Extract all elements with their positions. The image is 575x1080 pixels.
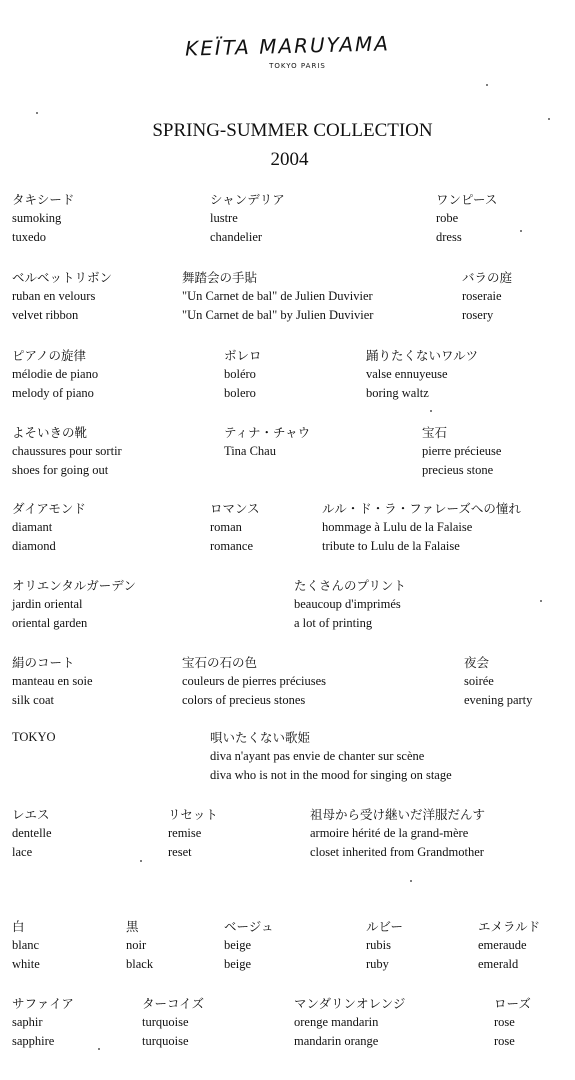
- collection-item-white: [12, 917, 40, 974]
- collection-item-beige: [224, 917, 274, 974]
- item-jp: ロマンス: [210, 501, 260, 516]
- item-jp: ルビー: [366, 919, 404, 934]
- item-jp: よそいきの靴: [12, 425, 88, 440]
- item-jp: サファイア: [12, 996, 74, 1011]
- collection-item-tuxedo: [12, 190, 74, 247]
- item-en: oriental garden: [12, 616, 88, 630]
- item-en: boring waltz: [366, 386, 429, 400]
- item-jp: マンダリンオレンジ: [294, 996, 406, 1011]
- item-en: velvet ribbon: [12, 308, 79, 322]
- collection-item-closet: [310, 805, 485, 862]
- item-fr: beige: [224, 938, 252, 952]
- item-en: black: [126, 957, 154, 971]
- collection-item-mandarin-orange: [294, 994, 405, 1051]
- collection-item-rosery: [462, 268, 512, 325]
- item-jp: ルル・ド・ラ・ファレーズへの憧れ: [322, 501, 521, 516]
- scan-speck: [520, 230, 522, 232]
- scan-speck: [430, 410, 432, 412]
- collection-item-reset: [168, 805, 218, 862]
- collection-item-shoes: [12, 423, 122, 480]
- item-jp: 黒: [126, 919, 139, 934]
- collection-item-tina-chau: [224, 423, 310, 461]
- item-en: rose: [494, 1034, 515, 1048]
- item-en: a lot of printing: [294, 616, 373, 630]
- item-en: beige: [224, 957, 252, 971]
- item-fr: pierre précieuse: [422, 444, 502, 458]
- item-jp: 夜会: [464, 655, 490, 670]
- item-jp: エメラルド: [478, 919, 541, 934]
- item-fr: Tina Chau: [224, 444, 276, 458]
- item-jp: ターコイズ: [142, 996, 205, 1011]
- item-en: dress: [436, 230, 462, 244]
- collection-item-dress: [436, 190, 497, 247]
- item-en: reset: [168, 845, 192, 859]
- collection-item-printing: [294, 576, 406, 633]
- item-jp: レエス: [12, 807, 50, 822]
- item-fr: orenge mandarin: [294, 1015, 379, 1029]
- item-fr: rose: [494, 1015, 515, 1029]
- item-fr: dentelle: [12, 826, 52, 840]
- collection-item-rose: [494, 994, 531, 1051]
- brand-cities: TOKYO PARIS: [269, 62, 326, 70]
- item-en: colors of precieus stones: [182, 693, 306, 707]
- collection-item-ruby: [366, 917, 403, 974]
- item-fr: roseraie: [462, 289, 502, 303]
- item-fr: mélodie de piano: [12, 367, 99, 381]
- item-fr: emeraude: [478, 938, 527, 952]
- collection-item-chandelier: [210, 190, 285, 247]
- item-en: "Un Carnet de bal" by Julien Duvivier: [182, 308, 374, 322]
- item-jp: シャンデリア: [210, 192, 285, 207]
- item-en: diamond: [12, 539, 56, 553]
- item-jp: 白: [12, 919, 25, 934]
- collection-item-lace: [12, 805, 52, 862]
- item-en: sapphire: [12, 1034, 55, 1048]
- item-jp: ベルベットリボン: [12, 270, 113, 285]
- item-jp: オリエンタルガーデン: [12, 578, 137, 593]
- item-en: romance: [210, 539, 254, 553]
- item-fr: blanc: [12, 938, 40, 952]
- item-en: ruby: [366, 957, 389, 971]
- scan-speck: [98, 1048, 100, 1050]
- item-en: diva who is not in the mood for singing on stage: [210, 768, 452, 782]
- item-fr: turquoise: [142, 1015, 189, 1029]
- item-fr: beaucoup d'imprimés: [294, 597, 401, 611]
- collection-item-black: [126, 917, 153, 974]
- item-en: white: [12, 957, 40, 971]
- item-fr: noir: [126, 938, 147, 952]
- item-fr: manteau en soie: [12, 674, 93, 688]
- item-fr: chaussures pour sortir: [12, 444, 122, 458]
- item-jp: 絹のコート: [12, 655, 75, 670]
- item-jp: 踊りたくないワルツ: [366, 348, 479, 363]
- item-jp: 祖母から受け継いだ洋服だんす: [310, 807, 486, 822]
- item-jp: たくさんのプリント: [294, 578, 407, 593]
- item-en: bolero: [224, 386, 256, 400]
- collection-year: 2004: [270, 149, 309, 170]
- scan-speck: [548, 118, 550, 120]
- item-fr: valse ennuyeuse: [366, 367, 448, 381]
- item-jp: ベージュ: [224, 919, 274, 934]
- item-label: TOKYO: [12, 730, 56, 744]
- collection-item-emerald: [478, 917, 540, 974]
- collection-item-melody-of-piano: [12, 346, 98, 403]
- item-jp: 宝石: [422, 425, 448, 440]
- scan-speck: [540, 600, 542, 602]
- item-en: silk coat: [12, 693, 55, 707]
- item-fr: remise: [168, 826, 202, 840]
- item-fr: "Un Carnet de bal" de Julien Duvivier: [182, 289, 373, 303]
- collection-item-tokyo: [12, 728, 56, 747]
- collection-item-evening-party: [464, 653, 532, 710]
- item-en: mandarin orange: [294, 1034, 379, 1048]
- item-jp: タキシード: [12, 192, 75, 207]
- item-fr: lustre: [210, 211, 238, 225]
- scan-speck: [486, 84, 488, 86]
- item-en: evening party: [464, 693, 533, 707]
- collection-item-oriental-garden: [12, 576, 136, 633]
- item-jp: ピアノの旋律: [12, 348, 87, 363]
- item-en: turquoise: [142, 1034, 189, 1048]
- item-jp: ワンピース: [436, 192, 498, 207]
- collection-item-diva: [210, 728, 452, 785]
- item-fr: sumoking: [12, 211, 62, 225]
- item-fr: ruban en velours: [12, 289, 96, 303]
- collection-item-precious-stone: [422, 423, 501, 480]
- item-jp: ダイアモンド: [12, 501, 86, 516]
- item-fr: couleurs de pierres préciuses: [182, 674, 327, 688]
- item-fr: jardin oriental: [12, 597, 83, 611]
- item-en: shoes for going out: [12, 463, 109, 477]
- item-en: tuxedo: [12, 230, 47, 244]
- item-jp: リセット: [168, 807, 218, 822]
- item-fr: roman: [210, 520, 242, 534]
- item-fr: rubis: [366, 938, 391, 952]
- collection-item-romance: [210, 499, 260, 556]
- scan-speck: [140, 860, 142, 862]
- scan-speck: [36, 112, 38, 114]
- collection-item-velvet-ribbon: [12, 268, 112, 325]
- item-fr: hommage à Lulu de la Falaise: [322, 520, 473, 534]
- item-jp: ボレロ: [224, 348, 262, 363]
- brand-logo: KEÏTA MARUYAMA: [184, 31, 391, 61]
- item-fr: boléro: [224, 367, 256, 381]
- item-jp: 宝石の石の色: [182, 655, 258, 670]
- item-en: precieus stone: [422, 463, 494, 477]
- item-fr: diamant: [12, 520, 53, 534]
- collection-item-sapphire: [12, 994, 74, 1051]
- scan-speck: [410, 880, 412, 882]
- item-jp: 舞踏会の手貼: [182, 270, 258, 285]
- collection-item-silk-coat: [12, 653, 93, 710]
- collection-item-stone-colors: [182, 653, 326, 710]
- item-en: emerald: [478, 957, 519, 971]
- item-en: tribute to Lulu de la Falaise: [322, 539, 460, 553]
- item-en: lace: [12, 845, 33, 859]
- item-en: closet inherited from Grandmother: [310, 845, 484, 859]
- collection-item-turquoise: [142, 994, 204, 1051]
- item-jp: ローズ: [494, 996, 531, 1011]
- item-jp: ティナ・チャウ: [224, 425, 311, 440]
- item-jp: バラの庭: [462, 270, 513, 285]
- item-en: rosery: [462, 308, 494, 322]
- collection-item-diamond: [12, 499, 86, 556]
- item-fr: soirée: [464, 674, 494, 688]
- item-fr: saphir: [12, 1015, 43, 1029]
- collection-item-bolero: [224, 346, 262, 403]
- collection-item-lulu-de-la-falaise: [322, 499, 521, 556]
- item-fr: robe: [436, 211, 459, 225]
- item-fr: armoire hérité de la grand-mère: [310, 826, 469, 840]
- collection-item-boring-waltz: [366, 346, 478, 403]
- item-jp: 唄いたくない歌姫: [210, 730, 311, 745]
- item-en: melody of piano: [12, 386, 94, 400]
- collection-item-carnet-de-bal: [182, 268, 373, 325]
- item-en: chandelier: [210, 230, 263, 244]
- item-fr: diva n'ayant pas envie de chanter sur scène: [210, 749, 425, 763]
- collection-title: SPRING-SUMMER COLLECTION: [152, 120, 433, 141]
